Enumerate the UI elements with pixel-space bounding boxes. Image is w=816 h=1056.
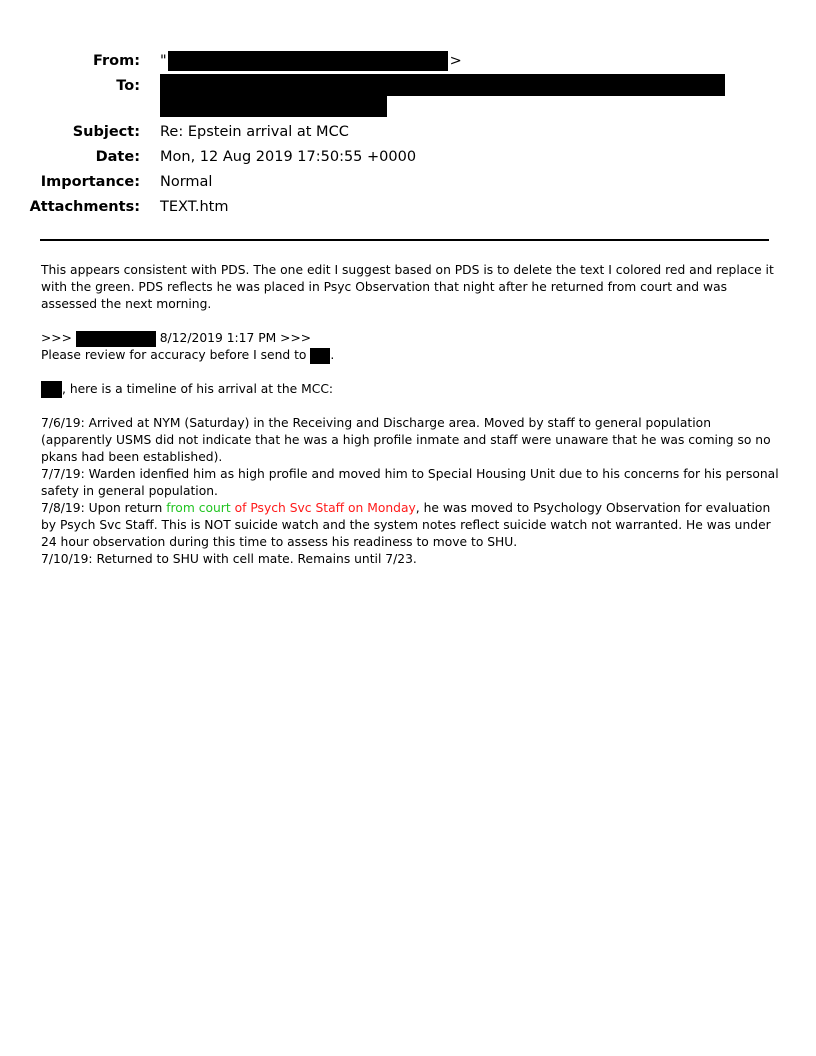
header-divider xyxy=(40,239,769,241)
timeline-entry: 7/10/19: Returned to SHU with cell mate. Remains until 7/23. xyxy=(41,552,417,566)
intro-paragraph: This appears consistent with PDS. The one edit I suggest based on PDS is to delete the text I colored red and replace it with the green. PDS reflects he was placed in Psyc Observation that night after he returned from court and was assessed the next morning. xyxy=(41,263,774,311)
redaction-block xyxy=(76,331,156,347)
timeline-text: 7/8/19: Upon return xyxy=(41,501,167,515)
timeline-entry: 7/7/19: Warden idenfied him as high profile and moved him to Special Housing Unit due to his concerns for his personal safety in general population. xyxy=(41,467,779,498)
review-text: Please review for accuracy before I send to xyxy=(41,348,311,362)
timeline-entry xyxy=(41,500,781,551)
attachments-label: Attachments: xyxy=(29,199,140,215)
greeting-line xyxy=(41,381,781,398)
attachment-link[interactable]: TEXT.htm xyxy=(160,199,229,215)
green-inserted-text: from court xyxy=(166,501,231,515)
from-quote: " xyxy=(160,53,167,69)
redaction-block xyxy=(168,51,448,71)
subject-label: Subject: xyxy=(72,124,140,140)
date-value: Mon, 12 Aug 2019 17:50:55 +0000 xyxy=(160,149,417,165)
greeting-text: , here is a timeline of his arrival at the MCC: xyxy=(62,382,334,396)
redaction-block xyxy=(160,96,387,117)
redaction-block xyxy=(160,74,725,96)
attachments-row xyxy=(0,196,800,218)
redaction-block xyxy=(310,348,330,364)
timeline-entry: 7/6/19: Arrived at NYM (Saturday) in the Receiving and Discharge area. Moved by staff to general population (apparently USMS did not indicate that he was a high profile inmate and staff were unaware that he was coming so no pkans had been established). xyxy=(41,416,771,464)
importance-value: Normal xyxy=(160,174,213,190)
red-deleted-text: of Psych Svc Staff on Monday xyxy=(230,501,416,515)
importance-label: Importance: xyxy=(40,174,140,190)
date-label: Date: xyxy=(95,149,140,165)
email-body xyxy=(41,262,781,568)
quote-date: 8/12/2019 1:17 PM >>> xyxy=(155,331,312,345)
from-row xyxy=(0,50,800,72)
date-row xyxy=(0,146,800,168)
redaction-block xyxy=(41,381,62,398)
quote-marker: >>> xyxy=(41,331,76,345)
review-line xyxy=(41,347,781,364)
importance-row xyxy=(0,171,800,193)
from-label: From: xyxy=(93,53,140,69)
timeline-text: , he was moved to Psychology Observation for evaluation by Psych Svc Staff. This is NOT suicide watch and the system notes reflect suicide watch not warranted. He was under 24 hour observation during this time to assess his readiness to move to SHU. xyxy=(41,501,771,549)
quote-header xyxy=(41,330,781,347)
subject-row xyxy=(0,121,800,143)
subject-value: Re: Epstein arrival at MCC xyxy=(160,124,349,140)
from-bracket: > xyxy=(449,53,462,69)
from-value xyxy=(160,50,462,72)
to-label: To: xyxy=(116,78,140,94)
review-period: . xyxy=(330,348,335,362)
